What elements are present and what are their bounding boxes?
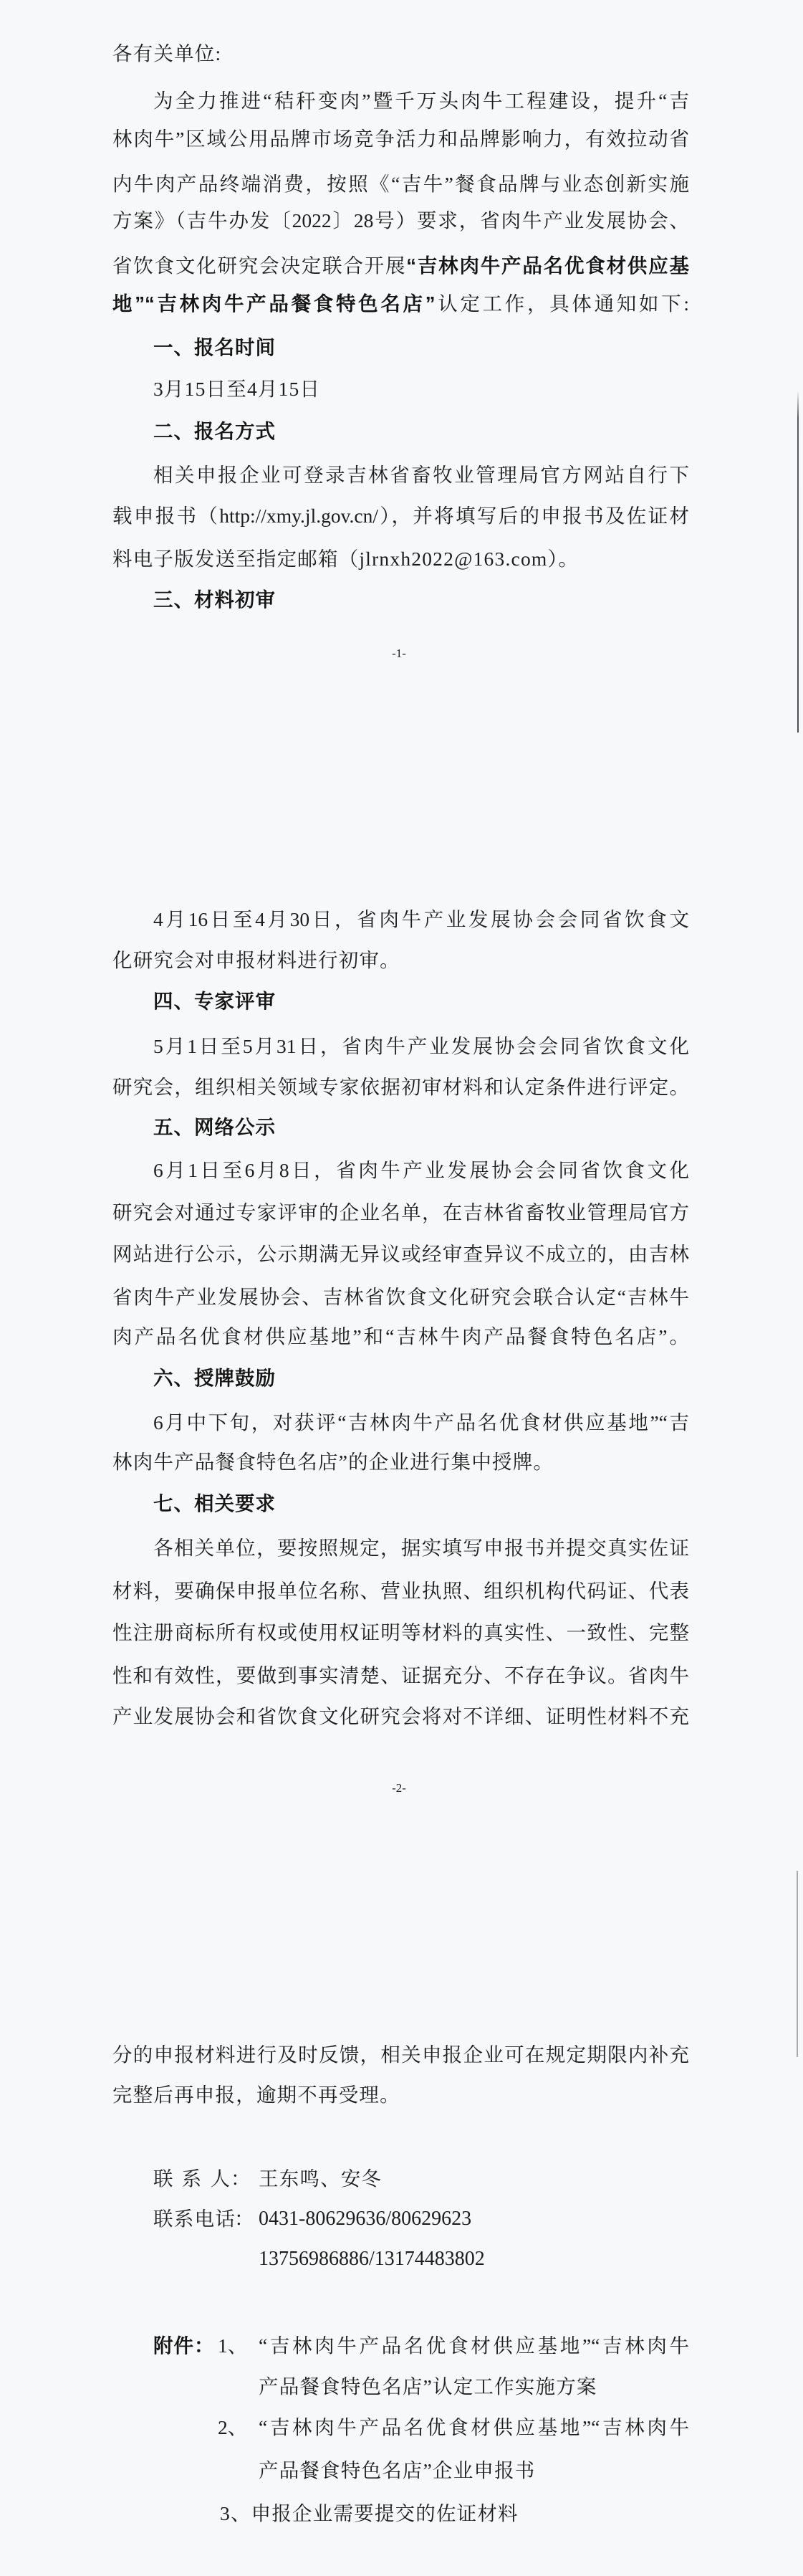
- contact-phone-value: 13756986886/13174483802: [259, 2248, 485, 2270]
- attachment-title-line: 产品餐食特色名店”企业申报书: [259, 2459, 536, 2481]
- section-heading: 五、网络公示: [153, 1116, 276, 1138]
- paragraph-line: 材料，要确保申报单位名称、营业执照、组织机构代码证、代表: [112, 1580, 689, 1602]
- paragraph-line: 省肉牛产业发展协会、吉林省饮食文化研究会联合认定“吉林牛: [112, 1286, 689, 1308]
- attachment-title-line: “吉林肉牛产品名优食材供应基地”“吉林肉牛: [259, 2416, 689, 2438]
- section-heading: 三、材料初审: [153, 588, 276, 611]
- section-heading: 四、专家评审: [153, 990, 276, 1012]
- attachment-item: [0, 2325, 803, 2367]
- paragraph-line: 化研究会对申报材料进行初审。: [112, 949, 400, 971]
- paragraph-line: 方案》（吉牛办发〔2022〕28号）要求，省肉牛产业发展协会、: [112, 209, 689, 232]
- page-number: -1-: [392, 647, 406, 660]
- bold-title-text: “吉林肉牛产品名优食材供应基: [406, 254, 690, 277]
- attachment-title-line: “吉林肉牛产品名优食材供应基地”“吉林肉牛: [259, 2334, 689, 2357]
- attachment-title-line: 申报企业需要提交的佐证材料: [251, 2502, 519, 2524]
- section-heading: 二、报名方式: [153, 420, 276, 442]
- paragraph-line: 分的申报材料进行及时反馈，相关申报企业可在规定期限内补充: [112, 2043, 689, 2066]
- scan-edge-line: [797, 1871, 798, 2057]
- attachment-number: 2、: [218, 2416, 248, 2438]
- paragraph-line: 林肉牛产品餐食特色名店”的企业进行集中授牌。: [112, 1451, 554, 1473]
- contact-phone-row: [0, 2198, 803, 2240]
- paragraph-line: 完整后再申报，逾期不再受理。: [112, 2084, 400, 2106]
- paragraph-line: 相关申报企业可登录吉林省畜牧业管理局官方网站自行下: [153, 464, 689, 486]
- attachment-title-line: 产品餐食特色名店”认定工作实施方案: [259, 2375, 597, 2398]
- section-heading: 六、授牌鼓励: [153, 1367, 276, 1389]
- paragraph-line: 各相关单位，要按照规定，据实填写申报书并提交真实佐证: [153, 1537, 689, 1559]
- attachment-number: 3、: [220, 2502, 251, 2524]
- section-heading: 一、报名时间: [153, 336, 276, 358]
- paragraph-line: 性和有效性，要做到事实清楚、证据充分、不存在争议。省肉牛: [112, 1664, 689, 1687]
- paragraph-line-with-email: 料电子版发送至指定邮箱（jlrnxh2022@163.com）。: [112, 548, 580, 570]
- page-number: -2-: [392, 1781, 406, 1795]
- attachments-label: 附件：: [153, 2334, 215, 2357]
- salutation: 各有关单位:: [112, 42, 222, 65]
- section-heading: 七、相关要求: [153, 1492, 276, 1514]
- label-separator: ：: [234, 2208, 254, 2230]
- paragraph-line-with-url: 载申报书（http://xmy.jl.gov.cn/），并将填写后的申报书及佐证材: [112, 505, 689, 527]
- label-separator: ：: [231, 2167, 251, 2190]
- contact-person-label: 联系人: [153, 2167, 230, 2190]
- paragraph-line: 网站进行公示，公示期满无异议或经审查异议不成立的，由吉林: [112, 1243, 689, 1265]
- paragraph-line: 研究会，组织相关领域专家依据初审材料和认定条件进行评定。: [112, 1076, 689, 1098]
- paragraph-line: 林肉牛”区域公用品牌市场竞争活力和品牌影响力，有效拉动省: [112, 128, 689, 150]
- paragraph-line: 内牛肉产品终端消费，按照《“吉牛”餐食品牌与业态创新实施: [112, 173, 689, 195]
- paragraph-line: 产业发展协会和省饮食文化研究会将对不详细、证明性材料不充: [112, 1705, 689, 1727]
- paragraph-line: [112, 283, 689, 325]
- contact-phone-value: 0431-80629636/80629623: [259, 2208, 472, 2230]
- attachment-number: 1、: [218, 2334, 248, 2357]
- paragraph-line: 研究会对通过专家评审的企业名单，在吉林省畜牧业管理局官方: [112, 1201, 689, 1223]
- paragraph-line: 4月16日至4月30日，省肉牛产业发展协会会同省饮食文: [153, 908, 689, 930]
- plain-text: 认定工作，具体通知如下:: [435, 292, 689, 315]
- scan-edge-line: [797, 391, 799, 733]
- attachment-item: [0, 2407, 803, 2448]
- contact-person-value: 王东鸣、安冬: [259, 2167, 383, 2190]
- paragraph-line: 肉产品名优食材供应基地”和“吉林牛肉产品餐食特色名店”。: [112, 1325, 689, 1347]
- paragraph-line: 5月1日至5月31日，省肉牛产业发展协会会同省饮食文化: [153, 1035, 689, 1057]
- paragraph-line: 性注册商标所有权或使用权证明等材料的真实性、一致性、完整: [112, 1621, 689, 1644]
- paragraph-line: 为全力推进“秸秆变肉”暨千万头肉牛工程建设，提升“吉: [153, 90, 689, 112]
- paragraph-line: 3月15日至4月15日: [153, 378, 321, 400]
- bold-title-text: 地”“吉林肉牛产品餐食特色名店”: [112, 292, 436, 315]
- contact-phone-label: 联系电话: [153, 2208, 235, 2230]
- plain-text: 省饮食文化研究会决定联合开展: [112, 254, 407, 277]
- attachment-item: [220, 2493, 519, 2534]
- paragraph-line: [112, 245, 689, 287]
- paragraph-line: 6月中下旬，对获评“吉林肉牛产品名优食材供应基地”“吉: [153, 1411, 689, 1434]
- paragraph-line: 6月1日至6月8日，省肉牛产业发展协会会同省饮食文化: [153, 1159, 689, 1181]
- contact-person-row: [0, 2158, 803, 2200]
